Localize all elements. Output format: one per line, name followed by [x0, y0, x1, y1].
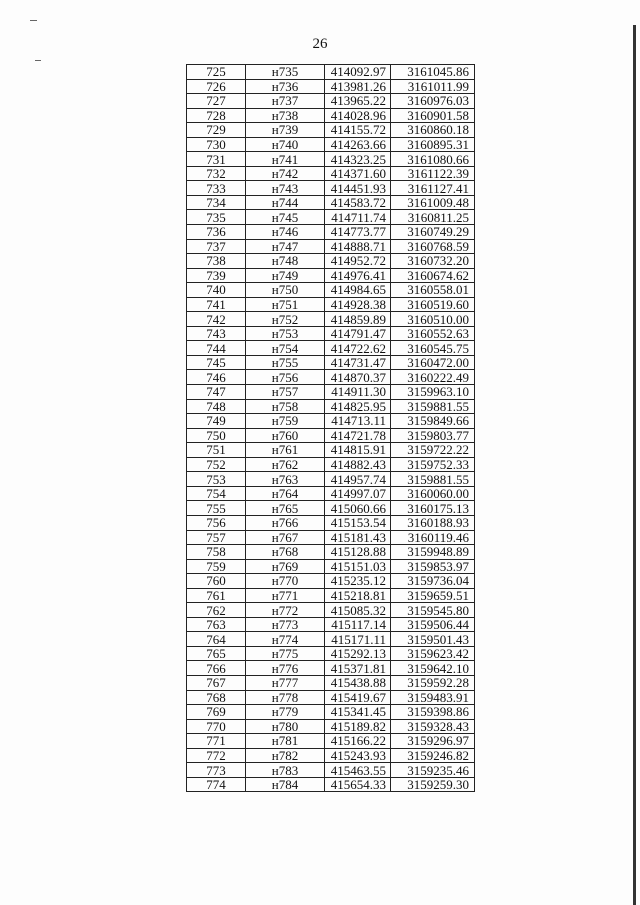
coordinate-y-cell: 3160188.93 — [391, 515, 475, 530]
coordinate-y-cell: 3159849.66 — [391, 414, 475, 429]
coordinate-x-cell: 414882.43 — [325, 457, 391, 472]
coordinate-x-cell: 414155.72 — [325, 123, 391, 138]
point-id-cell: н766 — [246, 515, 325, 530]
point-id-cell: н770 — [246, 574, 325, 589]
row-number-cell: 758 — [187, 545, 246, 560]
point-id-cell: н757 — [246, 385, 325, 400]
row-number-cell: 747 — [187, 385, 246, 400]
coordinate-x-cell: 415243.93 — [325, 748, 391, 763]
row-number-cell: 735 — [187, 210, 246, 225]
table-row — [187, 239, 475, 254]
point-id-cell: н736 — [246, 79, 325, 94]
coordinate-x-cell: 414713.11 — [325, 414, 391, 429]
coordinate-y-cell: 3159642.10 — [391, 661, 475, 676]
table-row — [187, 370, 475, 385]
point-id-cell: н764 — [246, 486, 325, 501]
table-row — [187, 79, 475, 94]
row-number-cell: 760 — [187, 574, 246, 589]
table-row — [187, 355, 475, 370]
point-id-cell: н739 — [246, 123, 325, 138]
coordinate-y-cell: 3161011.99 — [391, 79, 475, 94]
table-row — [187, 152, 475, 167]
coordinate-x-cell: 415189.82 — [325, 719, 391, 734]
coordinate-y-cell: 3159948.89 — [391, 545, 475, 560]
coordinate-x-cell: 414721.78 — [325, 428, 391, 443]
page-edge-line — [633, 25, 636, 905]
coordinate-y-cell: 3161009.48 — [391, 195, 475, 210]
coordinate-x-cell: 414711.74 — [325, 210, 391, 225]
coordinate-x-cell: 414870.37 — [325, 370, 391, 385]
row-number-cell: 726 — [187, 79, 246, 94]
row-number-cell: 761 — [187, 588, 246, 603]
coordinate-y-cell: 3160510.00 — [391, 312, 475, 327]
coordinate-y-cell: 3160732.20 — [391, 254, 475, 269]
point-id-cell: н783 — [246, 763, 325, 778]
point-id-cell: н774 — [246, 632, 325, 647]
coordinate-x-cell: 415153.54 — [325, 515, 391, 530]
coordinate-x-cell: 415128.88 — [325, 545, 391, 560]
coordinate-x-cell: 415171.11 — [325, 632, 391, 647]
point-id-cell: н755 — [246, 355, 325, 370]
coordinate-y-cell: 3160768.59 — [391, 239, 475, 254]
row-number-cell: 742 — [187, 312, 246, 327]
coordinate-y-cell: 3160472.00 — [391, 355, 475, 370]
coordinate-x-cell: 415181.43 — [325, 530, 391, 545]
row-number-cell: 734 — [187, 195, 246, 210]
table-row — [187, 705, 475, 720]
page-number: 26 — [312, 36, 328, 52]
point-id-cell: н743 — [246, 181, 325, 196]
coordinate-x-cell: 415235.12 — [325, 574, 391, 589]
row-number-cell: 765 — [187, 646, 246, 661]
point-id-cell: н735 — [246, 65, 325, 80]
point-id-cell: н780 — [246, 719, 325, 734]
table-row — [187, 312, 475, 327]
coordinate-x-cell: 414263.66 — [325, 137, 391, 152]
point-id-cell: н761 — [246, 443, 325, 458]
row-number-cell: 751 — [187, 443, 246, 458]
row-number-cell: 739 — [187, 268, 246, 283]
row-number-cell: 727 — [187, 94, 246, 109]
row-number-cell: 738 — [187, 254, 246, 269]
point-id-cell: н782 — [246, 748, 325, 763]
coordinate-x-cell: 413965.22 — [325, 94, 391, 109]
row-number-cell: 737 — [187, 239, 246, 254]
coordinate-y-cell: 3159506.44 — [391, 617, 475, 632]
table-row — [187, 399, 475, 414]
row-number-cell: 733 — [187, 181, 246, 196]
coordinate-x-cell: 415151.03 — [325, 559, 391, 574]
row-number-cell: 729 — [187, 123, 246, 138]
row-number-cell: 744 — [187, 341, 246, 356]
table-row — [187, 65, 475, 80]
table-row — [187, 108, 475, 123]
coordinate-x-cell: 415085.32 — [325, 603, 391, 618]
coordinate-x-cell: 413981.26 — [325, 79, 391, 94]
table-row — [187, 501, 475, 516]
coordinate-x-cell: 414371.60 — [325, 166, 391, 181]
coordinate-y-cell: 3160674.62 — [391, 268, 475, 283]
coordinate-x-cell: 414451.93 — [325, 181, 391, 196]
coordinate-x-cell: 414092.97 — [325, 65, 391, 80]
table-row — [187, 166, 475, 181]
table-row — [187, 225, 475, 240]
coordinate-x-cell: 414583.72 — [325, 195, 391, 210]
row-number-cell: 770 — [187, 719, 246, 734]
point-id-cell: н768 — [246, 545, 325, 560]
coordinate-y-cell: 3160895.31 — [391, 137, 475, 152]
coordinate-x-cell: 414791.47 — [325, 326, 391, 341]
coordinate-y-cell: 3160119.46 — [391, 530, 475, 545]
coordinate-x-cell: 414911.30 — [325, 385, 391, 400]
table-row — [187, 632, 475, 647]
coordinate-y-cell: 3161127.41 — [391, 181, 475, 196]
coordinate-y-cell: 3160060.00 — [391, 486, 475, 501]
point-id-cell: н781 — [246, 734, 325, 749]
point-id-cell: н772 — [246, 603, 325, 618]
coordinate-x-cell: 415166.22 — [325, 734, 391, 749]
point-id-cell: н751 — [246, 297, 325, 312]
coordinate-y-cell: 3161045.86 — [391, 65, 475, 80]
table-row — [187, 341, 475, 356]
table-row — [187, 646, 475, 661]
coordinate-x-cell: 415060.66 — [325, 501, 391, 516]
coordinate-y-cell: 3160545.75 — [391, 341, 475, 356]
point-id-cell: н756 — [246, 370, 325, 385]
row-number-cell: 773 — [187, 763, 246, 778]
coordinate-y-cell: 3159722.22 — [391, 443, 475, 458]
row-number-cell: 753 — [187, 472, 246, 487]
scan-mark — [35, 60, 41, 61]
table-row — [187, 137, 475, 152]
table-row — [187, 545, 475, 560]
point-id-cell: н744 — [246, 195, 325, 210]
row-number-cell: 730 — [187, 137, 246, 152]
coordinate-x-cell: 414997.07 — [325, 486, 391, 501]
coordinate-y-cell: 3159803.77 — [391, 428, 475, 443]
row-number-cell: 750 — [187, 428, 246, 443]
coordinate-y-cell: 3159483.91 — [391, 690, 475, 705]
coordinate-y-cell: 3161080.66 — [391, 152, 475, 167]
point-id-cell: н754 — [246, 341, 325, 356]
coordinate-y-cell: 3160558.01 — [391, 283, 475, 298]
point-id-cell: н746 — [246, 225, 325, 240]
coordinate-x-cell: 414815.91 — [325, 443, 391, 458]
coordinate-y-cell: 3159736.04 — [391, 574, 475, 589]
coordinate-y-cell: 3160175.13 — [391, 501, 475, 516]
coordinate-y-cell: 3159963.10 — [391, 385, 475, 400]
point-id-cell: н773 — [246, 617, 325, 632]
coordinate-y-cell: 3159881.55 — [391, 472, 475, 487]
table-row — [187, 574, 475, 589]
coordinate-x-cell: 414859.89 — [325, 312, 391, 327]
row-number-cell: 743 — [187, 326, 246, 341]
table-row — [187, 457, 475, 472]
row-number-cell: 746 — [187, 370, 246, 385]
coordinate-x-cell: 414323.25 — [325, 152, 391, 167]
table-row — [187, 268, 475, 283]
point-id-cell: н752 — [246, 312, 325, 327]
coordinate-y-cell: 3160519.60 — [391, 297, 475, 312]
coordinate-y-cell: 3159545.80 — [391, 603, 475, 618]
point-id-cell: н758 — [246, 399, 325, 414]
coordinate-y-cell: 3159246.82 — [391, 748, 475, 763]
scan-mark — [30, 20, 37, 21]
row-number-cell: 740 — [187, 283, 246, 298]
row-number-cell: 745 — [187, 355, 246, 370]
point-id-cell: н745 — [246, 210, 325, 225]
table-row — [187, 559, 475, 574]
row-number-cell: 768 — [187, 690, 246, 705]
point-id-cell: н753 — [246, 326, 325, 341]
row-number-cell: 767 — [187, 675, 246, 690]
table-row — [187, 734, 475, 749]
point-id-cell: н741 — [246, 152, 325, 167]
row-number-cell: 728 — [187, 108, 246, 123]
point-id-cell: н749 — [246, 268, 325, 283]
row-number-cell: 757 — [187, 530, 246, 545]
coordinate-x-cell: 414976.41 — [325, 268, 391, 283]
point-id-cell: н777 — [246, 675, 325, 690]
coordinate-y-cell: 3159501.43 — [391, 632, 475, 647]
table-row — [187, 94, 475, 109]
coordinate-y-cell: 3159296.97 — [391, 734, 475, 749]
coordinate-y-cell: 3159398.86 — [391, 705, 475, 720]
point-id-cell: н776 — [246, 661, 325, 676]
coordinate-y-cell: 3159881.55 — [391, 399, 475, 414]
table-row — [187, 254, 475, 269]
coordinate-y-cell: 3159235.46 — [391, 763, 475, 778]
point-id-cell: н769 — [246, 559, 325, 574]
row-number-cell: 769 — [187, 705, 246, 720]
coordinate-y-cell: 3159853.97 — [391, 559, 475, 574]
row-number-cell: 764 — [187, 632, 246, 647]
point-id-cell: н740 — [246, 137, 325, 152]
table-row — [187, 675, 475, 690]
coordinate-x-cell: 414984.65 — [325, 283, 391, 298]
coordinate-y-cell: 3161122.39 — [391, 166, 475, 181]
coordinate-x-cell: 415371.81 — [325, 661, 391, 676]
table-row — [187, 719, 475, 734]
point-id-cell: н775 — [246, 646, 325, 661]
coordinate-y-cell: 3159752.33 — [391, 457, 475, 472]
table-row — [187, 763, 475, 778]
coordinate-x-cell: 414773.77 — [325, 225, 391, 240]
coordinate-x-cell: 414825.95 — [325, 399, 391, 414]
table-row — [187, 603, 475, 618]
table-row — [187, 414, 475, 429]
row-number-cell: 731 — [187, 152, 246, 167]
row-number-cell: 755 — [187, 501, 246, 516]
table-row — [187, 210, 475, 225]
coordinate-x-cell: 415117.14 — [325, 617, 391, 632]
point-id-cell: н767 — [246, 530, 325, 545]
row-number-cell: 741 — [187, 297, 246, 312]
table-row — [187, 530, 475, 545]
coordinate-y-cell: 3159259.30 — [391, 777, 475, 792]
row-number-cell: 749 — [187, 414, 246, 429]
coordinate-y-cell: 3160811.25 — [391, 210, 475, 225]
coordinate-y-cell: 3160860.18 — [391, 123, 475, 138]
coordinate-x-cell: 414731.47 — [325, 355, 391, 370]
coordinate-x-cell: 414028.96 — [325, 108, 391, 123]
row-number-cell: 748 — [187, 399, 246, 414]
table-row — [187, 443, 475, 458]
coordinate-x-cell: 415419.67 — [325, 690, 391, 705]
point-id-cell: н765 — [246, 501, 325, 516]
point-id-cell: н748 — [246, 254, 325, 269]
coordinate-y-cell: 3159659.51 — [391, 588, 475, 603]
coordinate-y-cell: 3160552.63 — [391, 326, 475, 341]
coordinate-x-cell: 415438.88 — [325, 675, 391, 690]
table-row — [187, 472, 475, 487]
table-row — [187, 195, 475, 210]
coordinate-x-cell: 415218.81 — [325, 588, 391, 603]
table-row — [187, 181, 475, 196]
coordinate-x-cell: 415654.33 — [325, 777, 391, 792]
table-body — [187, 65, 475, 792]
coordinate-x-cell: 414722.62 — [325, 341, 391, 356]
point-id-cell: н759 — [246, 414, 325, 429]
coordinate-x-cell: 414928.38 — [325, 297, 391, 312]
row-number-cell: 754 — [187, 486, 246, 501]
point-id-cell: н771 — [246, 588, 325, 603]
row-number-cell: 725 — [187, 65, 246, 80]
point-id-cell: н738 — [246, 108, 325, 123]
coordinate-y-cell: 3160901.58 — [391, 108, 475, 123]
table-row — [187, 588, 475, 603]
coordinate-y-cell: 3160222.49 — [391, 370, 475, 385]
table-row — [187, 617, 475, 632]
table-row — [187, 326, 475, 341]
coordinate-x-cell: 414957.74 — [325, 472, 391, 487]
coordinate-y-cell: 3159592.28 — [391, 675, 475, 690]
table-row — [187, 690, 475, 705]
row-number-cell: 774 — [187, 777, 246, 792]
coordinate-y-cell: 3160976.03 — [391, 94, 475, 109]
table-row — [187, 515, 475, 530]
table-row — [187, 385, 475, 400]
point-id-cell: н737 — [246, 94, 325, 109]
point-id-cell: н784 — [246, 777, 325, 792]
coordinate-y-cell: 3159328.43 — [391, 719, 475, 734]
table-row — [187, 428, 475, 443]
table-row — [187, 777, 475, 792]
coordinate-x-cell: 415292.13 — [325, 646, 391, 661]
table-row — [187, 297, 475, 312]
point-id-cell: н742 — [246, 166, 325, 181]
row-number-cell: 771 — [187, 734, 246, 749]
row-number-cell: 762 — [187, 603, 246, 618]
row-number-cell: 736 — [187, 225, 246, 240]
coordinate-x-cell: 414888.71 — [325, 239, 391, 254]
table-row — [187, 661, 475, 676]
row-number-cell: 752 — [187, 457, 246, 472]
table-row — [187, 748, 475, 763]
point-id-cell: н763 — [246, 472, 325, 487]
coordinates-table — [186, 64, 475, 792]
row-number-cell: 772 — [187, 748, 246, 763]
coordinate-y-cell: 3159623.42 — [391, 646, 475, 661]
row-number-cell: 732 — [187, 166, 246, 181]
row-number-cell: 759 — [187, 559, 246, 574]
row-number-cell: 763 — [187, 617, 246, 632]
row-number-cell: 766 — [187, 661, 246, 676]
coordinate-x-cell: 415341.45 — [325, 705, 391, 720]
point-id-cell: н762 — [246, 457, 325, 472]
table-row — [187, 283, 475, 298]
coordinate-y-cell: 3160749.29 — [391, 225, 475, 240]
point-id-cell: н779 — [246, 705, 325, 720]
coordinate-x-cell: 415463.55 — [325, 763, 391, 778]
point-id-cell: н778 — [246, 690, 325, 705]
coordinate-x-cell: 414952.72 — [325, 254, 391, 269]
table-row — [187, 486, 475, 501]
row-number-cell: 756 — [187, 515, 246, 530]
point-id-cell: н760 — [246, 428, 325, 443]
point-id-cell: н747 — [246, 239, 325, 254]
point-id-cell: н750 — [246, 283, 325, 298]
table-row — [187, 123, 475, 138]
